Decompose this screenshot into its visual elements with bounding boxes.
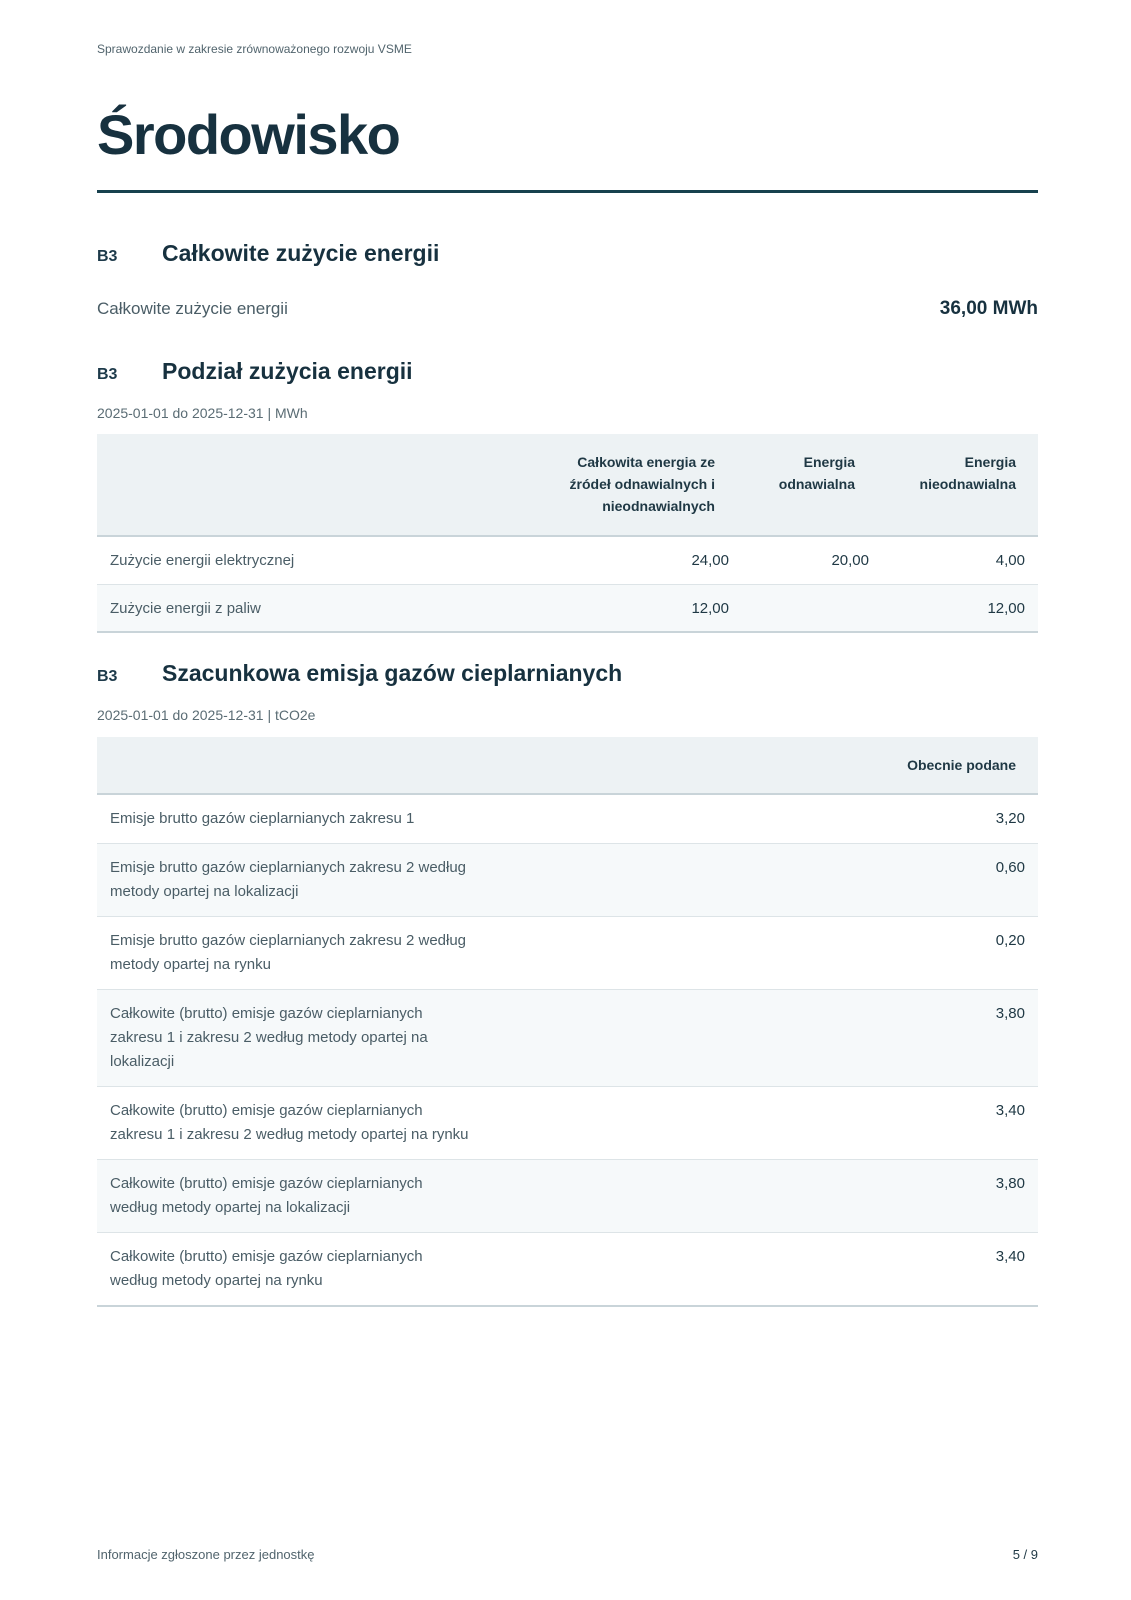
energy-total-row (97, 298, 1038, 320)
cell-value: 3,40 (995, 1102, 1025, 1119)
cell-value: 0,20 (995, 932, 1025, 949)
row-label: Zużycie energii elektrycznej (110, 552, 295, 569)
cell-value: 0,60 (995, 859, 1025, 876)
table-row (97, 794, 1038, 844)
ghg-period: 2025-01-01 do 2025-12-31 | tCO2e (97, 707, 316, 723)
table-row (97, 917, 1038, 990)
column-header (97, 737, 471, 794)
cell-value: 3,20 (995, 810, 1025, 827)
section-title: Podział zużycia energii (162, 358, 413, 384)
ghg-emissions-table (97, 737, 1038, 1307)
column-header: Energia nieodnawialna (877, 434, 1038, 536)
table-row (97, 844, 1038, 917)
table-row (97, 1087, 1038, 1160)
section-title: Szacunkowa emisja gazów cieplarnianych (162, 660, 623, 686)
table-row (97, 1233, 1038, 1307)
energy-total-value: 36,00 MWh (939, 298, 1038, 319)
row-label: Emisje brutto gazów cieplarnianych zakresu 2 według metody opartej na lokalizacji (110, 859, 467, 900)
title-divider (97, 190, 1038, 193)
row-label: Całkowite (brutto) emisje gazów cieplarnianych zakresu 1 i zakresu 2 według metody opartej na lokalizacji (110, 1005, 428, 1070)
section-code: B3 (97, 248, 118, 265)
cell-total: 24,00 (691, 552, 729, 569)
page-number: 5 / 9 (1012, 1547, 1038, 1562)
row-label: Całkowite (brutto) emisje gazów cieplarnianych według metody opartej na lokalizacji (110, 1175, 423, 1216)
column-header: Całkowita energia ze źródeł odnawialnych i nieodnawialnych (517, 434, 737, 536)
section-title: Całkowite zużycie energii (162, 240, 440, 266)
column-header: Energia odnawialna (737, 434, 877, 536)
column-header (97, 434, 517, 536)
cell-renewable: 20,00 (831, 552, 869, 569)
cell-nonrenewable: 4,00 (995, 552, 1025, 569)
energy-breakdown-table (97, 434, 1038, 633)
cell-nonrenewable: 12,00 (987, 599, 1025, 617)
energy-breakdown-period: 2025-01-01 do 2025-12-31 | MWh (97, 405, 308, 421)
footer-note: Informacje zgłoszone przez jednostkę (97, 1547, 315, 1562)
section-code: B3 (97, 668, 118, 685)
row-label: Zużycie energii z paliw (110, 599, 261, 617)
energy-total-label: Całkowite zużycie energii (97, 299, 288, 318)
table-header-row (97, 434, 1038, 536)
row-label: Całkowite (brutto) emisje gazów cieplarnianych zakresu 1 i zakresu 2 według metody opartej na rynku (110, 1102, 469, 1143)
cell-value: 3,40 (995, 1248, 1025, 1265)
section-code: B3 (97, 366, 118, 383)
section-heading-energy-total (97, 240, 1038, 267)
report-header: Sprawozdanie w zakresie zrównoważonego rozwoju VSME (97, 42, 412, 56)
section-heading-energy-breakdown (97, 358, 1038, 385)
column-header: Obecnie podane (471, 737, 1038, 794)
row-label: Całkowite (brutto) emisje gazów cieplarnianych według metody opartej na rynku (110, 1248, 423, 1289)
row-label: Emisje brutto gazów cieplarnianych zakresu 1 (110, 810, 415, 827)
section-heading-ghg (97, 660, 1038, 687)
cell-total: 12,00 (691, 599, 729, 617)
table-header-row (97, 737, 1038, 794)
table-row (97, 584, 1038, 632)
cell-value: 3,80 (995, 1005, 1025, 1022)
cell-value: 3,80 (995, 1175, 1025, 1192)
cell-renewable (737, 584, 877, 632)
row-label: Emisje brutto gazów cieplarnianych zakresu 2 według metody opartej na rynku (110, 932, 467, 973)
page-title: Środowisko (97, 103, 400, 166)
table-row (97, 1160, 1038, 1233)
table-row (97, 990, 1038, 1087)
table-row (97, 536, 1038, 584)
